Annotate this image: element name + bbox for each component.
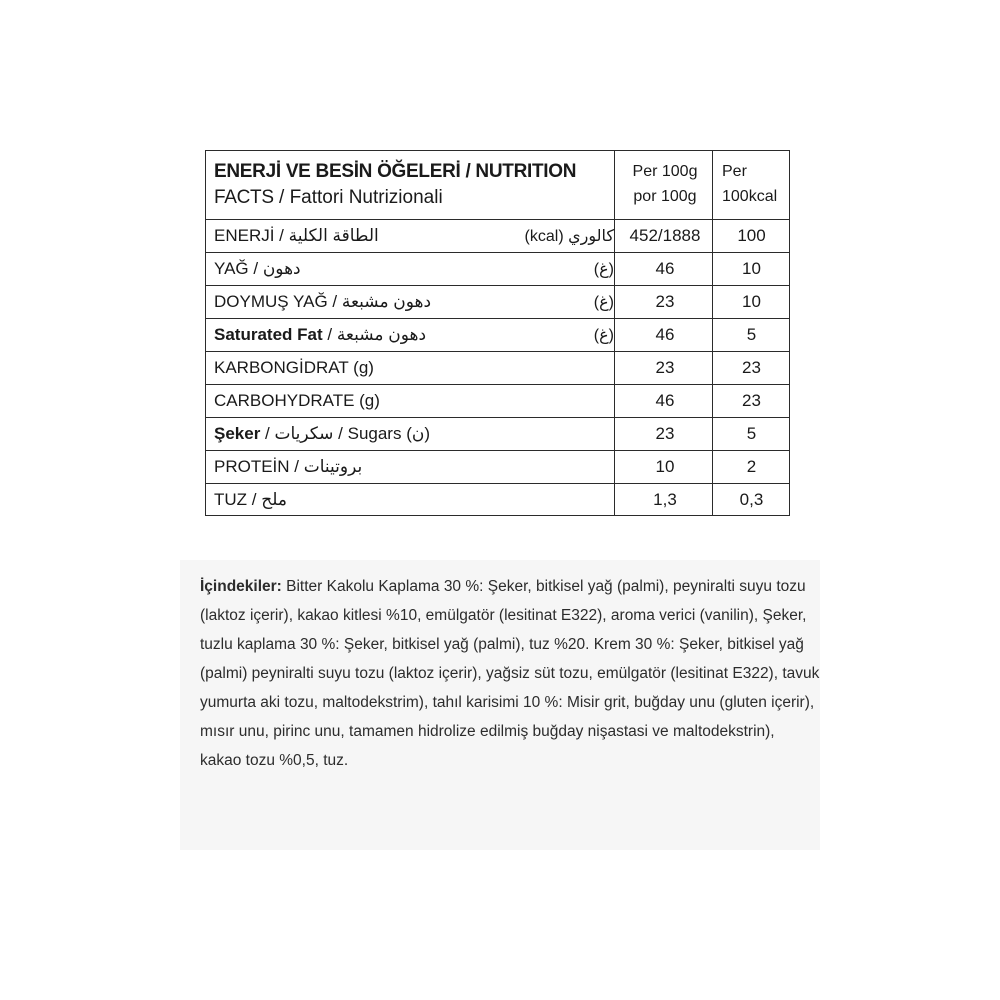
nutrient-label: DOYMUŞ YAĞ / دهون مشبعة — [214, 292, 432, 311]
ingredients-body: Bitter Kakolu Kaplama 30 %: Şeker, bitkisel yağ (palmi), peyniralti suyu tozu (laktoz içerir), kakao kitlesi %10, emülgatör (lesitinat E322), aroma verici (vanilin), Şeker, tuzlu kaplama 30 %: Şeker, bitkisel yağ (palmi), tuz %20. Krem 30 %: Şeker, bitkisel yağ (palmi) peyniralti suyu tozu (laktoz içerir), yağsiz süt tozu, emülgatör (lesitinat E322), tavuk yumurta aki tozu, maltodekstrim), tahıl karisimi 10 %: Misir grit, buğday unu (gluten içerir), mısır unu, pirinc unu, tamamen hidrolize edilmiş buğday nişastasi ve maltodekstrin), kakao tozu %0,5, tuz. — [200, 578, 820, 769]
value-per-100kcal: 23 — [742, 358, 761, 377]
nutrient-unit: (غ) — [593, 327, 614, 344]
value-per-100g: 10 — [655, 457, 675, 476]
nutrient-label-rest: / دهون مشبعة — [322, 325, 427, 344]
value-per-100kcal: 23 — [742, 391, 761, 410]
column-header-per-100kcal — [714, 159, 789, 209]
col1-line1: Per 100g — [632, 163, 698, 180]
nutrient-label: ENERJİ / الطاقة الكلية — [214, 226, 379, 245]
value-per-100kcal: 5 — [746, 325, 757, 344]
column-divider — [712, 151, 713, 515]
value-per-100kcal: 10 — [742, 292, 761, 311]
nutrient-label: YAĞ / دهون — [214, 259, 301, 278]
value-per-100g: 46 — [655, 325, 675, 344]
table-row — [206, 384, 789, 417]
value-per-100kcal: 2 — [746, 457, 757, 476]
table-title — [214, 159, 614, 211]
table-row — [206, 450, 789, 483]
table-row — [206, 318, 789, 351]
ingredients-panel — [180, 560, 820, 850]
table-title-bold: ENERJİ VE BESİN ÖĞELERİ / NUTRITION — [214, 161, 577, 182]
nutrient-label: KARBONGİDRAT (g) — [214, 358, 374, 377]
value-per-100g: 1,3 — [653, 490, 677, 509]
value-per-100g: 46 — [655, 259, 675, 278]
col2-line1: Per — [722, 163, 747, 180]
ingredients-heading: İçindekiler: — [200, 578, 282, 595]
value-per-100g: 23 — [655, 424, 675, 443]
nutrient-label-rest: / سكريات / Sugars (ن) — [260, 424, 431, 443]
nutrient-unit: (غ) — [593, 294, 614, 311]
nutrient-unit: (غ) — [593, 261, 614, 278]
col1-line2: por 100g — [633, 188, 697, 205]
value-per-100g: 23 — [655, 292, 675, 311]
nutrient-label — [214, 418, 614, 450]
table-row — [206, 219, 789, 252]
value-per-100kcal: 0,3 — [739, 490, 764, 509]
nutrition-table — [205, 150, 790, 516]
value-per-100g: 452/1888 — [629, 226, 701, 245]
value-per-100g: 23 — [655, 358, 675, 377]
table-header-row — [206, 151, 789, 219]
table-title-italian: / Fattori Nutrizionali — [273, 187, 443, 208]
value-per-100g: 46 — [655, 391, 675, 410]
ingredients-text — [200, 572, 820, 775]
nutrient-unit: (kcal) كالوري — [524, 228, 614, 245]
table-row — [206, 351, 789, 384]
col2-line2: 100kcal — [722, 188, 778, 205]
nutrient-label: CARBOHYDRATE (g) — [214, 391, 380, 410]
nutrient-label — [214, 319, 614, 351]
table-row — [206, 483, 789, 516]
value-per-100kcal: 10 — [742, 259, 761, 278]
table-row — [206, 285, 789, 318]
value-per-100kcal: 5 — [746, 424, 757, 443]
table-row — [206, 417, 789, 450]
nutrient-label: PROTEİN / بروتينات — [214, 457, 363, 476]
column-divider — [614, 151, 615, 515]
nutrient-label-bold: Şeker — [214, 424, 261, 443]
column-header-per-100g — [616, 159, 714, 209]
value-per-100kcal: 100 — [737, 226, 766, 245]
nutrient-label-bold: Saturated Fat — [214, 325, 323, 344]
table-row — [206, 252, 789, 285]
nutrient-label: TUZ / ملح — [214, 490, 287, 509]
table-title-facts: FACTS — [214, 187, 274, 208]
